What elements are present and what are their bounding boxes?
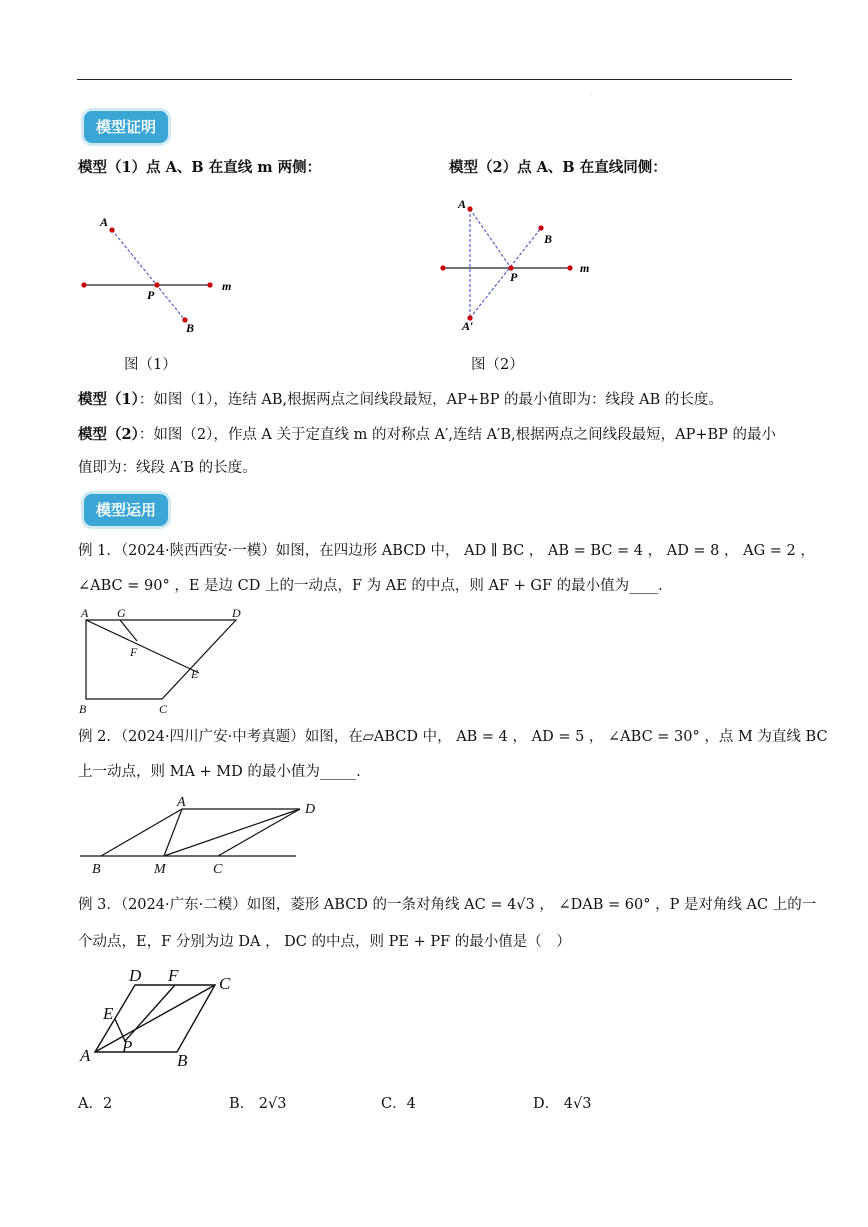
figure-2 [440, 197, 589, 333]
ex1-label-C: C [159, 702, 168, 716]
ex3-text-line2: 个动点，E，F 分别为边 DA ， DC 的中点，则 PE + PF 的最小值是（ ） [78, 934, 571, 950]
fig1-label-A: A [100, 215, 109, 229]
ex2-label-D: D [305, 802, 316, 817]
point-P [154, 282, 159, 287]
fig1-label-m: m [222, 279, 232, 293]
model1-title: 模型（1）点 A、B 在直线 m 两侧： [78, 159, 322, 176]
ex2-figure [80, 809, 300, 856]
ex3-label-B: B [177, 1051, 188, 1070]
model2-explanation [78, 425, 776, 445]
ex1-label-A: A [81, 606, 89, 620]
ex2-label-A: A [177, 795, 186, 810]
ex3-text-line1: 例 3．（2024·广东·二模）如图，菱形 ABCD 的一条对角线 AC = 4√3 ， ∠DAB = 60° ，P 是对角线 AC 上的一 [78, 897, 817, 913]
ex3-option-c[interactable]: C．4 [381, 1096, 416, 1112]
fig1-label-B: B [186, 321, 195, 335]
fig2-label-P: P [510, 270, 518, 284]
ex3-label-C: C [219, 974, 231, 993]
fig2-label-A: A [458, 197, 467, 211]
ex1-text-line2: ∠ABC = 90° ，E 是边 CD 上的一动点，F 为 AE 的中点，则 AF + GF 的最小值为____. [78, 578, 663, 594]
fig1-label-P: P [147, 288, 155, 302]
ex2-text-line1: 例 2．（2024·四川广安·中考真题）如图，在▱ABCD 中， AB = 4 ， AD = 5 ， ∠ABC = 30° ，点 M 为直线 BC [78, 729, 828, 745]
model2-title: 模型（2）点 A、B 在直线同侧： [449, 159, 667, 176]
ex1-label-B: B [79, 702, 87, 716]
point-A [109, 227, 114, 232]
figure1-caption: 图（1） [124, 357, 177, 373]
fig2-label-A-prime: A′ [462, 319, 474, 333]
ex3-label-P: P [122, 1037, 133, 1056]
ex3-label-A: A [80, 1046, 91, 1065]
fig2-label-m: m [580, 261, 590, 275]
figure-1 [81, 215, 231, 335]
section-tag-apply: 模型运用 [84, 494, 168, 526]
header-dot: . [590, 90, 592, 97]
ex2-label-M: M [154, 862, 166, 877]
model1-explanation [78, 390, 723, 410]
ex2-text-line2: 上一动点，则 MA + MD 的最小值为_____. [78, 764, 361, 780]
ex1-figure [86, 620, 236, 699]
ex2-label-C: C [213, 862, 223, 877]
ex1-text-line1: 例 1．（2024·陕西西安·一模）如图，在四边形 ABCD 中， AD ∥ BC ， AB = BC = 4 ， AD = 8 ， AG = 2 ， [78, 543, 815, 559]
figure2-caption: 图（2） [471, 357, 524, 373]
section-tag-proof: 模型证明 [84, 111, 168, 143]
model1-explanation-text: ：如图（1），连结 AB,根据两点之间线段最短，AP+BP 的最小值即为：线段 AB 的长度。 [138, 392, 723, 408]
model1-explanation-head: 模型（1） [78, 391, 139, 408]
ex3-label-E: E [103, 1004, 114, 1023]
ex1-label-G: G [117, 606, 126, 620]
model2-explanation-head: 模型（2） [78, 426, 139, 443]
ex3-label-F: F [168, 966, 179, 985]
ex1-label-E: E [191, 667, 199, 681]
ex3-label-D: D [129, 966, 142, 985]
fig2-label-B: B [544, 232, 553, 246]
ex1-label-F: F [130, 645, 138, 659]
ex3-option-b[interactable]: B． 2√3 [229, 1096, 287, 1112]
ex3-option-d[interactable]: D． 4√3 [533, 1096, 592, 1112]
model2-explanation-text: ：如图（2），作点 A 关于定直线 m 的对称点 A′,连结 A′B,根据两点之间线段最短，AP+BP 的最小 [138, 427, 776, 443]
model2-explanation-line2: 值即为：线段 A′B 的长度。 [78, 460, 257, 476]
ex2-label-B: B [92, 862, 101, 877]
ex1-label-D: D [232, 606, 241, 620]
ex3-option-a[interactable]: A．2 [78, 1096, 113, 1112]
